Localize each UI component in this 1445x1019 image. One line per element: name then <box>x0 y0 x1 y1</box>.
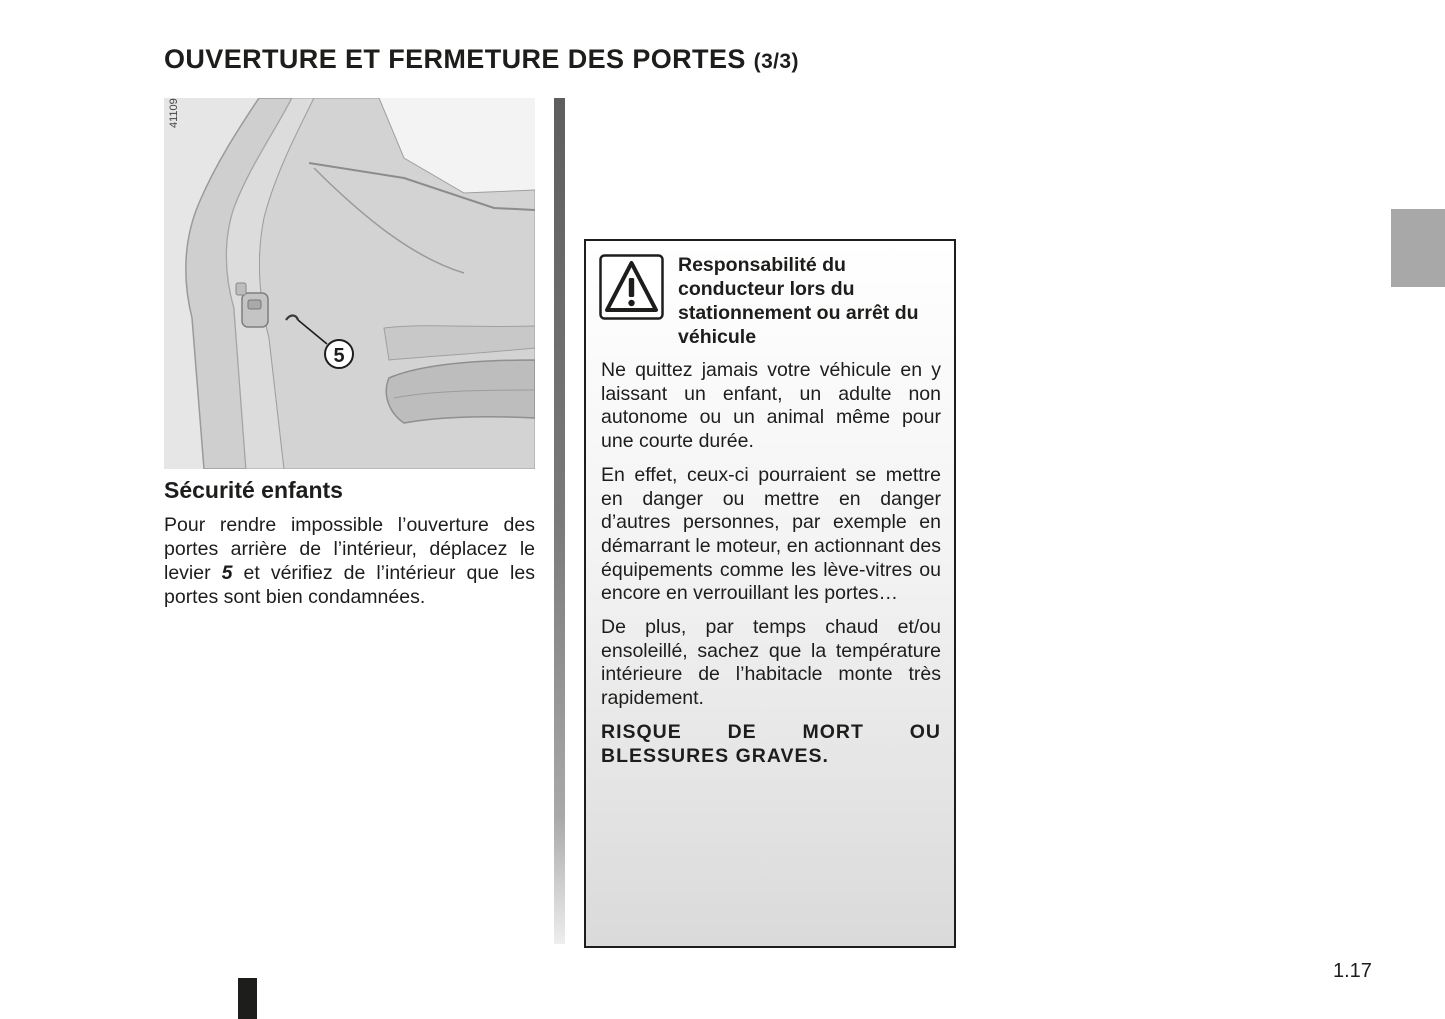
warning-title: Responsabilité du conducteur lors du stationnement ou arrêt du véhicule <box>678 254 919 348</box>
illustration-reference-code: 41109 <box>168 98 180 128</box>
child-safety-text-end: et vérifiez de l’intérieur que les portes sont bien condamnées. <box>164 562 535 608</box>
door-lever-illustration <box>164 98 535 469</box>
warning-paragraph: Ne quittez jamais votre véhicule en y laissant un enfant, un adulte non autonome ou un animal même pour une courte durée. <box>601 359 941 453</box>
warning-paragraph: De plus, par temps chaud et/ou ensoleillé, sachez que la température intérieure de l’habitacle monte très rapidement. <box>601 616 941 710</box>
page-title <box>164 44 799 75</box>
warning-body <box>601 359 941 778</box>
column-divider <box>554 98 565 944</box>
child-safety-text <box>164 513 535 609</box>
warning-triangle-icon <box>599 254 664 320</box>
child-safety-text-start: Pour rendre impossible l’ouverture des portes arrière de l’intérieur, déplacez le levier <box>164 514 535 584</box>
chapter-tab <box>1391 209 1445 287</box>
page-title-suffix: (3/3) <box>753 50 799 73</box>
warning-conclusion: RISQUE DE MORT OU BLESSURES GRAVES. <box>601 720 941 767</box>
section-heading-child-safety: Sécurité enfants <box>164 477 343 503</box>
warning-box <box>584 239 956 948</box>
door-drawing <box>164 98 535 469</box>
page-number: 1.17 <box>1333 960 1372 982</box>
footer-mark <box>238 978 257 1019</box>
warning-paragraph: En effet, ceux-ci pourraient se mettre en danger ou mettre en danger d’autres personnes, par exemple en démarrant le moteur, en actionnant des équipements comme les lève-vitres ou encore en verrouillant les portes… <box>601 463 941 605</box>
lever-reference: 5 <box>221 562 233 584</box>
page-title-text: OUVERTURE ET FERMETURE DES PORTES <box>164 44 746 74</box>
callout-5-label: 5 <box>333 345 345 367</box>
